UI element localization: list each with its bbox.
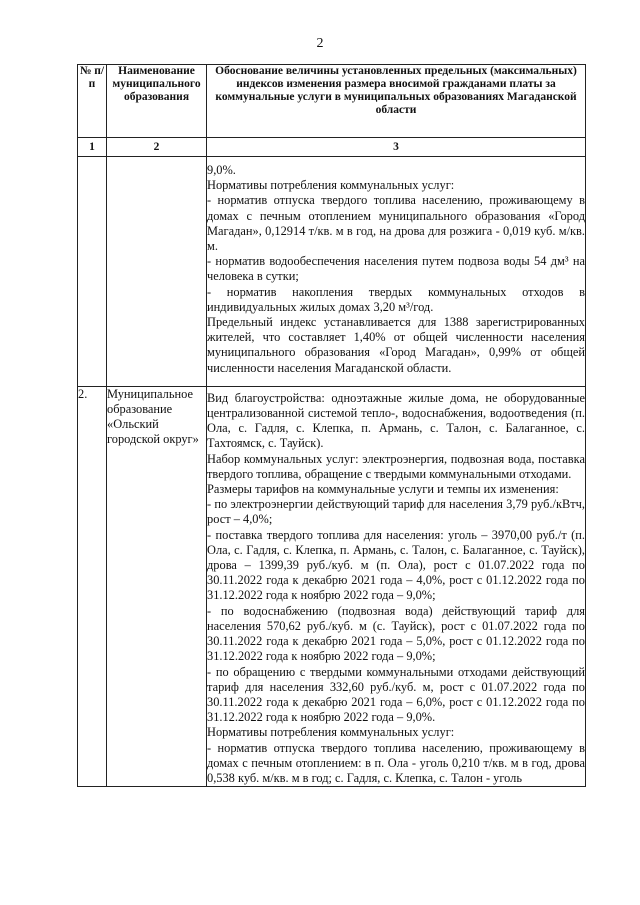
- paragraph: Нормативы потребления коммунальных услуг:: [207, 178, 455, 193]
- paragraph: - по обращению с твердыми коммунальными отходами действующий тариф для населения 332,60 руб./куб. м, рост с 01.07.2022 года по 30.11.2022 года к декабрю 2021 года – 6,0%, рост с 01.12.2022 года по 31.12.2022 года к ноябрю 2022 года – 9,0%.: [207, 664, 585, 725]
- column-number-1: 1: [78, 138, 107, 157]
- header-number: № п/п: [78, 65, 107, 138]
- paragraph: - норматив накопления твердых коммунальных отходов в индивидуальных жилых домах 3,20 м³/год.: [207, 284, 585, 314]
- paragraph: 9,0%.: [207, 163, 236, 177]
- page-number: 2: [316, 36, 324, 51]
- header-justification: Обоснование величины установленных предельных (максимальных) индексов изменения размера вносимой гражданами платы за коммунальные услуги в муниципальных образованиях Магаданской области: [207, 65, 586, 138]
- table-row: [78, 157, 586, 387]
- row-justification-cell: [207, 157, 586, 387]
- row-index-cell: [78, 157, 107, 387]
- paragraph: Размеры тарифов на коммунальные услуги и темпы их изменения:: [207, 482, 559, 497]
- row-index: 2.: [78, 386, 107, 786]
- paragraph: - по водоснабжению (подвозная вода) действующий тариф для населения 570,62 руб./куб. м (с. Тауйск), рост с 01.07.2022 года по 30.11.2022 года к декабрю 2021 года – 5,0%, рост с 01.12.2022 года по 31.12.2022 года к ноябрю 2022 года – 9,0%;: [207, 603, 585, 664]
- header-row: [78, 65, 586, 138]
- row-municipality-cell: [107, 157, 207, 387]
- table-row: [78, 386, 586, 786]
- column-number-3: 3: [207, 138, 586, 157]
- justification-table: [77, 64, 586, 787]
- paragraph: Вид благоустройства: одноэтажные жилые дома, не оборудованные централизованной системой тепло-, водоснабжения, водоотведения (п. Ола, с. Гадля, с. Клепка, п. Армань, с. Талон, с. Балаганное, с. Тахтоямск, с. Тауйск).: [207, 390, 585, 451]
- row-municipality: Муниципальное образование «Ольский городской округ»: [107, 386, 207, 786]
- paragraph: Предельный индекс устанавливается для 1388 зарегистрированных жителей, что составляет 1,40% от общей численности населения муниципального образования «Город Магадан», 0,99% от общей численности населения Магаданской области.: [207, 315, 585, 375]
- paragraph: - норматив отпуска твердого топлива населению, проживающему в домах с печным отоплением муниципального образования «Город Магадан», 0,12914 т/кв. м в год, на дрова для розжига - 0,019 куб. м/кв. м.: [207, 193, 585, 254]
- row-justification-cell: [207, 386, 586, 786]
- paragraph: - норматив водообеспечения населения путем подвоза воды 54 дм³ на человека в сутки;: [207, 254, 585, 284]
- paragraph: - норматив отпуска твердого топлива населению, проживающему в домах с печным отоплением: в п. Ола - уголь 0,210 т/кв. м в год, дрова 0,538 куб. м/кв. м в год; с. Гадля, с. Клепка, с. Талон - уголь: [207, 740, 585, 785]
- column-number-2: 2: [107, 138, 207, 157]
- paragraph: Нормативы потребления коммунальных услуг:: [207, 725, 455, 740]
- paragraph: - по электроэнергии действующий тариф для населения 3,79 руб./кВтч, рост – 4,0%;: [207, 497, 585, 527]
- paragraph: Набор коммунальных услуг: электроэнергия, подвозная вода, поставка твердого топлива, обращение с твердыми коммунальными отходами.: [207, 451, 585, 481]
- header-municipality: Наименование муниципального образования: [107, 65, 207, 138]
- paragraph: - поставка твердого топлива для населения: уголь – 3970,00 руб./т (п. Ола, с. Гадля, с. Клепка, п. Армань, с. Талон, с. Балаганное, с. Тауйск), дрова – 1399,39 руб./куб. м (п. Ола), рост с 01.07.2022 года по 30.11.2022 года к декабрю 2021 года – 4,0%, рост с 01.12.2022 года по 31.12.2022 года к ноябрю 2022 года – 9,0%;: [207, 527, 585, 603]
- column-number-row: [78, 138, 586, 157]
